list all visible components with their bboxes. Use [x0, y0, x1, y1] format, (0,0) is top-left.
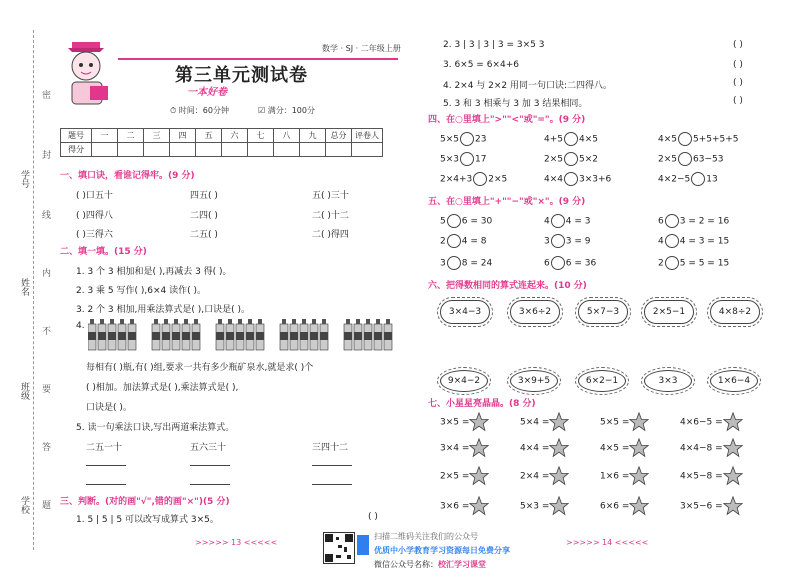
label-class: 班级: [19, 382, 29, 400]
operator-left: 2: [658, 258, 664, 269]
score-cell[interactable]: [352, 143, 383, 157]
s2-q5: 5. 读一句乘法口诀,写出两道乘法算式。: [76, 423, 235, 433]
judge-item: 4. 2×4 与 2×2 用同一句口诀:二四得八。: [443, 81, 613, 91]
match-bottom-item[interactable]: 3×3: [644, 370, 692, 392]
star-expression: 4×4−8 =: [680, 443, 723, 454]
side-char: 不: [42, 327, 52, 337]
qr-code: [323, 532, 355, 564]
compare-item: [544, 172, 611, 186]
s1-item: 四五( ): [190, 191, 218, 201]
star-item: [600, 412, 649, 432]
judge-item: 5. 3 和 3 相乘与 3 加 3 结果相同。: [443, 99, 588, 109]
bottle-cap: [100, 319, 104, 324]
bottle-label: [246, 332, 254, 340]
operator-left: 6: [544, 258, 550, 269]
compare-left: 2×5: [544, 154, 563, 165]
operator-left: 2: [440, 236, 446, 247]
bottle-label: [118, 332, 126, 340]
star-icon[interactable]: [629, 438, 649, 458]
score-header: 总分: [326, 129, 352, 143]
judge-answer[interactable]: ( ): [733, 40, 743, 50]
compare-circle[interactable]: [678, 152, 692, 166]
compare-circle[interactable]: [564, 152, 578, 166]
star-icon[interactable]: [549, 438, 569, 458]
bottle-cap: [312, 319, 316, 324]
bottle-cap: [356, 319, 360, 324]
star-icon[interactable]: [549, 412, 569, 432]
label-name: 姓名: [19, 278, 29, 296]
bottle-label: [320, 332, 328, 340]
bottle-label: [300, 332, 308, 340]
operator-circle[interactable]: [447, 256, 461, 270]
star-expression: 3×5−6 =: [680, 501, 723, 512]
star-icon[interactable]: [469, 412, 489, 432]
match-top-item[interactable]: 3×6÷2: [510, 300, 560, 324]
star-icon[interactable]: [549, 466, 569, 486]
match-top-item[interactable]: 2×5−1: [644, 300, 694, 324]
section-4-title: 四、在○里填上">""<"或"="。(9 分): [428, 115, 586, 125]
side-char: 线: [42, 211, 52, 221]
compare-left: 5×3: [440, 154, 459, 165]
bottle-cap: [218, 319, 222, 324]
operator-item: [658, 234, 729, 248]
star-item: [520, 466, 569, 486]
star-expression: 4×5 =: [600, 443, 630, 454]
score-header: 七: [248, 129, 274, 143]
bottles-illustration: [88, 318, 398, 352]
star-icon[interactable]: [723, 466, 743, 486]
star-icon[interactable]: [549, 496, 569, 516]
star-item: [680, 496, 743, 516]
section-5-title: 五、在○里填上"+""−"或"×"。(9 分): [428, 197, 586, 207]
star-item: [600, 466, 649, 486]
bottle-cap: [110, 319, 114, 324]
s2-q5-item: 三四十二: [312, 443, 349, 453]
match-top-item[interactable]: 4×8÷2: [710, 300, 760, 324]
section-3-title: 三、判断。(对的画"√",错的画"×")(5 分): [60, 497, 230, 507]
match-bottom-item[interactable]: 3×9+5: [510, 370, 558, 392]
star-item: [440, 466, 489, 486]
star-item: [680, 412, 743, 432]
answer-line[interactable]: [86, 465, 126, 466]
star-expression: 6×6 =: [600, 501, 630, 512]
star-expression: 3×4 =: [440, 443, 470, 454]
check-icon: ☑: [258, 106, 266, 115]
bottle-cap: [120, 319, 124, 324]
answer-line[interactable]: [190, 484, 230, 485]
s2-q2: 2. 3 乘 5 写作( ),6×4 读作( )。: [76, 286, 206, 296]
operator-circle[interactable]: [551, 214, 565, 228]
operator-left: 6: [658, 216, 664, 227]
judge-item: 3. 6×5 = 6×4+6: [443, 60, 519, 70]
s2-q5-item: 五六三十: [190, 443, 227, 453]
bottle-label: [216, 332, 224, 340]
time-limit: ⏱ 时间：60分钟: [170, 106, 229, 115]
bottle-cap: [154, 319, 158, 324]
compare-item: [658, 152, 723, 166]
score-cell[interactable]: [196, 143, 222, 157]
compare-item: [440, 172, 507, 186]
star-expression: 2×4 =: [520, 471, 550, 482]
score-cell[interactable]: [300, 143, 326, 157]
operator-right: 6 = 30: [461, 216, 493, 227]
star-item: [440, 412, 489, 432]
star-item: [680, 438, 743, 458]
match-bottom-item[interactable]: 1×6−4: [710, 370, 758, 392]
judge-item: 2. 3 | 3 | 3 | 3 = 3×5 3: [443, 40, 545, 50]
compare-right: 3×3+6: [579, 174, 612, 185]
s2-q4-line2: ( )相加。加法算式是( ),乘法算式是( ),: [86, 383, 239, 393]
operator-item: [544, 256, 596, 270]
compare-right: 17: [475, 154, 487, 165]
compare-circle[interactable]: [473, 172, 487, 186]
s2-q3: 3. 2 个 3 相加,用乘法算式是( ),口诀是( )。: [76, 305, 250, 315]
star-item: [520, 496, 569, 516]
bottle-label: [280, 332, 288, 340]
operator-circle[interactable]: [447, 234, 461, 248]
operator-right: 4 = 8: [461, 236, 487, 247]
operator-circle[interactable]: [551, 256, 565, 270]
compare-item: [544, 152, 598, 166]
operator-item: [658, 214, 729, 228]
bottle-cap: [376, 319, 380, 324]
total-score: ☑ 满分：100分: [258, 106, 315, 115]
s1-item: ( )四得八: [76, 211, 113, 221]
operator-circle[interactable]: [665, 214, 679, 228]
bottle-cap: [366, 319, 370, 324]
compare-circle[interactable]: [564, 132, 578, 146]
score-header: 四: [170, 129, 196, 143]
compare-circle[interactable]: [678, 132, 692, 146]
compare-circle[interactable]: [460, 152, 474, 166]
score-header: 二: [118, 129, 144, 143]
section-6-title: 六、把得数相同的算式连起来。(10 分): [428, 281, 587, 291]
operator-circle[interactable]: [551, 234, 565, 248]
compare-circle[interactable]: [691, 172, 705, 186]
bottle-label: [226, 332, 234, 340]
match-bottom-item[interactable]: 9×4−2: [440, 370, 488, 392]
s3-q1-answer[interactable]: ( ): [368, 512, 378, 522]
bottle-label: [88, 332, 96, 340]
side-char: 封: [42, 151, 52, 161]
bottle-label: [290, 332, 298, 340]
compare-right: 13: [706, 174, 718, 185]
bottle-label: [162, 332, 170, 340]
score-header: 一: [92, 129, 118, 143]
section-1-title: 一、填口诀，看谁记得牢。(9 分): [60, 171, 195, 181]
operator-left: 3: [544, 236, 550, 247]
bottle-cap: [302, 319, 306, 324]
operator-right: 8 = 24: [461, 258, 493, 269]
star-expression: 3×5 =: [440, 417, 470, 428]
star-expression: 5×3 =: [520, 501, 550, 512]
bottle-cap: [322, 319, 326, 324]
bottle-cap: [130, 319, 134, 324]
score-cell[interactable]: [326, 143, 352, 157]
star-icon[interactable]: [469, 438, 489, 458]
logo-icon: [357, 535, 369, 555]
compare-left: 5×5: [440, 134, 459, 145]
mascot-illustration: [60, 38, 118, 108]
star-item: [520, 438, 569, 458]
star-expression: 5×5 =: [600, 417, 630, 428]
star-item: [440, 496, 489, 516]
operator-circle[interactable]: [665, 234, 679, 248]
operator-left: 4: [544, 216, 550, 227]
star-icon[interactable]: [723, 438, 743, 458]
footer-scan: 扫描二维码关注我们的公众号: [374, 532, 478, 541]
label-xuehao: 学号: [19, 170, 29, 188]
operator-right: 6 = 36: [565, 258, 597, 269]
operator-right: 3 = 9: [565, 236, 591, 247]
score-header: 六: [222, 129, 248, 143]
bottle-cap: [248, 319, 252, 324]
label-school: 学校: [19, 496, 29, 514]
s2-q4-line3: 口诀是( )。: [86, 403, 132, 413]
side-char: 内: [42, 269, 52, 279]
compare-left: 2×5: [658, 154, 677, 165]
bottle-label: [128, 332, 136, 340]
answer-line[interactable]: [86, 484, 126, 485]
s2-q5-item: 二五一十: [86, 443, 123, 453]
compare-circle[interactable]: [564, 172, 578, 186]
compare-circle[interactable]: [460, 132, 474, 146]
operator-item: [544, 234, 590, 248]
bottle-cap: [184, 319, 188, 324]
s1-item: ( )三得六: [76, 230, 113, 240]
compare-item: [658, 132, 739, 146]
bottle-label: [374, 332, 382, 340]
operator-item: [440, 214, 492, 228]
page-title: 第三单元测试卷: [175, 65, 308, 86]
operator-right: 4 = 3: [565, 216, 591, 227]
star-icon[interactable]: [723, 412, 743, 432]
operator-item: [440, 256, 492, 270]
s1-item: 二五( ): [190, 230, 218, 240]
star-icon[interactable]: [469, 466, 489, 486]
side-char: 题: [42, 501, 52, 511]
score-cell[interactable]: [222, 143, 248, 157]
compare-left: 4×5: [658, 134, 677, 145]
s2-q1: 1. 3 个 3 相加和是( ),再减去 3 得( )。: [76, 267, 232, 277]
title-rule: [118, 58, 398, 60]
section-7-title: 七、小星星亮晶晶。(8 分): [428, 399, 536, 409]
compare-item: [440, 152, 486, 166]
compare-right: 5×2: [579, 154, 598, 165]
operator-left: 3: [440, 258, 446, 269]
bottle-label: [108, 332, 116, 340]
bottle-cap: [90, 319, 94, 324]
bottle-cap: [238, 319, 242, 324]
star-icon[interactable]: [629, 412, 649, 432]
star-expression: 3×6 =: [440, 501, 470, 512]
side-char: 答: [42, 443, 52, 453]
star-icon[interactable]: [629, 496, 649, 516]
star-item: [440, 438, 489, 458]
bottle-label: [182, 332, 190, 340]
judge-answer[interactable]: ( ): [733, 78, 743, 88]
compare-right: 2×5: [488, 174, 508, 185]
operator-left: 4: [658, 236, 664, 247]
bottle-label: [384, 332, 392, 340]
s2-q4-line1: 每相有( )瓶,有( )组,要求一共有多少瓶矿泉水,就是求( )个: [86, 363, 314, 373]
star-item: [600, 438, 649, 458]
side-char: 要: [42, 385, 52, 395]
operator-left: 5: [440, 216, 446, 227]
score-cell[interactable]: [170, 143, 196, 157]
compare-right: 5+5+5+5: [693, 134, 739, 145]
score-row-label: 得分: [61, 143, 92, 157]
bottle-cap: [282, 319, 286, 324]
bottle-label: [192, 332, 200, 340]
side-char: 密: [42, 91, 52, 101]
s1-item: 二( )得四: [312, 230, 349, 240]
score-table: [60, 128, 383, 157]
bottle-label: [354, 332, 362, 340]
bottle-label: [310, 332, 318, 340]
operator-right: 5 = 5 = 15: [679, 258, 730, 269]
match-bottom-item[interactable]: 6×2−1: [578, 370, 626, 392]
bottle-cap: [346, 319, 350, 324]
judge-answer[interactable]: ( ): [733, 60, 743, 70]
match-top-item[interactable]: 5×7−3: [578, 300, 628, 324]
book-label: 数学 · SJ · 二年级上册: [322, 44, 401, 53]
operator-circle[interactable]: [447, 214, 461, 228]
s1-item: 二( )十二: [312, 211, 349, 221]
binding-line: [33, 30, 34, 550]
compare-right: 63−53: [693, 154, 724, 165]
bottle-label: [172, 332, 180, 340]
clock-icon: ⏱: [170, 106, 177, 115]
score-cell[interactable]: [274, 143, 300, 157]
star-icon[interactable]: [629, 466, 649, 486]
score-header: 八: [274, 129, 300, 143]
score-cell[interactable]: [144, 143, 170, 157]
bottle-cap: [164, 319, 168, 324]
score-cell[interactable]: [248, 143, 274, 157]
bottle-cap: [386, 319, 390, 324]
bottle-label: [236, 332, 244, 340]
compare-item: [440, 132, 486, 146]
compare-item: [658, 172, 718, 186]
star-expression: 4×5−8 =: [680, 471, 723, 482]
star-expression: 4×6−5 =: [680, 417, 723, 428]
compare-left: 4×4: [544, 174, 563, 185]
operator-right: 4 = 3 = 15: [679, 236, 730, 247]
match-top-item[interactable]: 3×4−3: [440, 300, 490, 324]
judge-answer[interactable]: ( ): [733, 96, 743, 106]
s1-item: 五( )三十: [312, 191, 349, 201]
operator-right: 3 = 2 = 16: [679, 216, 730, 227]
s1-item: ( )口五十: [76, 191, 113, 201]
compare-left: 4×2−5: [658, 174, 691, 185]
page-number-right: >>>>> 14 <<<<<: [566, 538, 649, 547]
s2-q4-number: 4.: [76, 321, 85, 331]
score-cell[interactable]: [92, 143, 118, 157]
star-icon[interactable]: [469, 496, 489, 516]
bottle-label: [98, 332, 106, 340]
bottle-label: [152, 332, 160, 340]
section-2-title: 二、填一填。(15 分): [60, 247, 147, 257]
answer-line[interactable]: [190, 465, 230, 466]
answer-line[interactable]: [312, 484, 352, 485]
score-header: 题号: [61, 129, 92, 143]
operator-item: [544, 214, 590, 228]
bottle-cap: [292, 319, 296, 324]
answer-line[interactable]: [312, 465, 352, 466]
operator-item: [658, 256, 729, 270]
star-expression: 1×6 =: [600, 471, 630, 482]
s3-q1: 1. 5 | 5 | 5 可以改写成算式 3×5。: [76, 515, 219, 525]
bottle-cap: [174, 319, 178, 324]
score-header: 三: [144, 129, 170, 143]
bottle-label: [364, 332, 372, 340]
operator-item: [440, 234, 486, 248]
star-expression: 4×4 =: [520, 443, 550, 454]
star-icon[interactable]: [723, 496, 743, 516]
score-header: 评卷人: [352, 129, 383, 143]
subtitle: 一本好卷: [187, 87, 227, 98]
star-expression: 5×4 =: [520, 417, 550, 428]
star-item: [600, 496, 649, 516]
bottle-cap: [194, 319, 198, 324]
compare-right: 4×5: [579, 134, 598, 145]
compare-left: 4+5: [544, 134, 563, 145]
bottle-label: [344, 332, 352, 340]
footer-wechat: 微信公众号名称：校汇学习课堂: [374, 560, 486, 569]
compare-item: [544, 132, 598, 146]
bottle-cap: [228, 319, 232, 324]
score-header: 五: [196, 129, 222, 143]
compare-right: 23: [475, 134, 487, 145]
footer-slogan: 优质中小学教育学习资源每日免费分享: [374, 546, 510, 555]
score-cell[interactable]: [118, 143, 144, 157]
bottle-cap: [258, 319, 262, 324]
star-item: [520, 412, 569, 432]
page-number-left: >>>>> 13 <<<<<: [195, 538, 278, 547]
compare-left: 2×4+3: [440, 174, 473, 185]
bottle-label: [256, 332, 264, 340]
star-expression: 2×5 =: [440, 471, 470, 482]
score-header: 九: [300, 129, 326, 143]
star-item: [680, 466, 743, 486]
s1-item: 二四( ): [190, 211, 218, 221]
operator-circle[interactable]: [665, 256, 679, 270]
